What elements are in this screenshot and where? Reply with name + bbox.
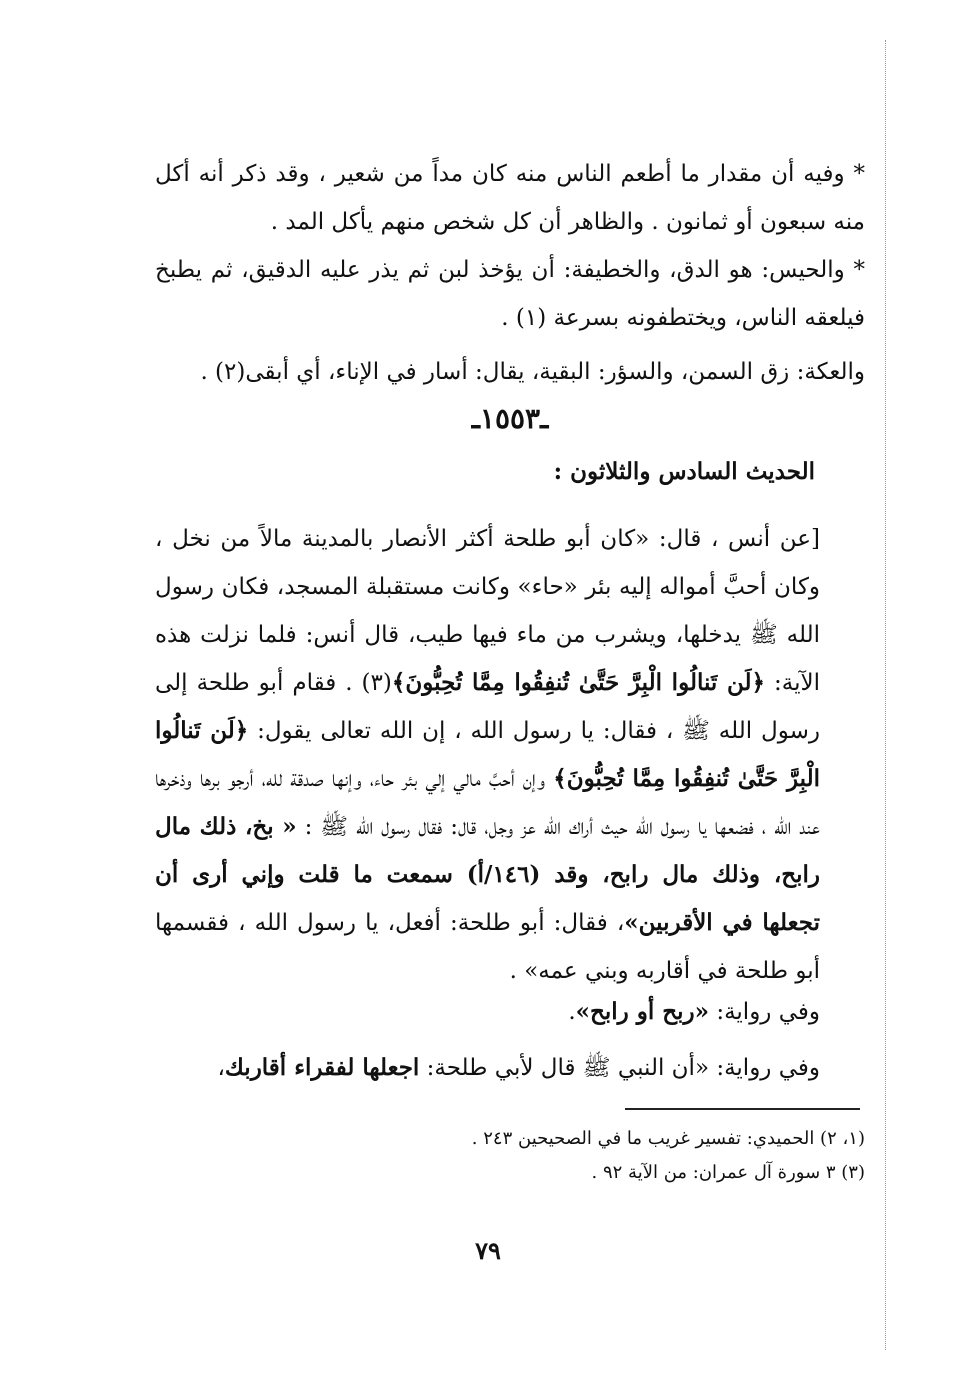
riwaya-1-bold: «ربح أو رابح» xyxy=(575,998,710,1025)
quran-verse: ﴿لَن تَنالُوا الْبِرَّ حَتَّىٰ تُنفِقُوا مِمَّا تُحِبُّونَ﴾ xyxy=(155,717,820,792)
riwaya-1-prefix: وفي رواية: xyxy=(709,999,820,1025)
explanation-paragraph-2: * والحيس: هو الدق، والخطيفة: أن يؤخذ لبن ثم يذر عليه الدقيق، ثم يطبخ فيلعقه الناس، ويختطفونه بسرعة (١) . xyxy=(155,257,865,331)
footnotes xyxy=(155,1122,865,1190)
hadith-text-part: (٣) . فقام أبو طلحة إلى رسول الله ﷺ ، فقال: يا رسول الله ، إن الله تعالى يقول: xyxy=(155,670,820,744)
riwaya-2-prefix: وفي رواية: «أن النبي ﷺ قال لأبي طلحة: xyxy=(419,1055,820,1081)
explanation-paragraph-3: والعكة: زق السمن، والسؤر: البقية، يقال: أسار في الإناء، أي أبقى(٢) . xyxy=(200,359,865,385)
riwaya-2-bold: اجعلها لفقراء أقاربك xyxy=(224,1054,420,1081)
hadith-text-part: ، فقال: أبو طلحة: أفعل، يا رسول الله ، فقسمها أبو طلحة في أقاربه وبني عمه» . xyxy=(155,910,820,984)
explanation-paragraphs xyxy=(155,150,865,396)
prophet-saying: « بخ، ذلك مال رابح، وذلك مال رابح، وقد (١٤٦/أ) سمعت ما قلت وإني أرى أن تجعلها في الأقربين» xyxy=(155,813,820,936)
explanation-paragraph-1: * وفيه أن مقدار ما أطعم الناس منه كان مداً من شعير ، وقد ذكر أنه أكل منه سبعون أو ثمانون . والظاهر أن كل شخص منهم يأكل المد . xyxy=(155,161,865,235)
hadith-number: ـ١٥٥٣ـ xyxy=(471,402,549,435)
riwaya-1-suffix: . xyxy=(568,999,576,1025)
hadith-text xyxy=(155,515,865,995)
page-number: ٧٩ xyxy=(475,1236,501,1265)
riwaya-2 xyxy=(155,1044,865,1092)
page-edge-dotted-line xyxy=(885,40,886,1350)
footnote-2: (٣) ٣ سورة آل عمران: من الآية ٩٢ . xyxy=(591,1162,865,1183)
section-heading: الحديث السادس والثلاثون : xyxy=(553,458,815,485)
hadith-text-part: [عن أنس ، قال: «كان أبو طلحة أكثر الأنصار بالمدينة مالاً من نخل ، وكان أحبَّ أمواله إليه بئر «حاء» وكانت مستقبلة المسجد، فكان رسول الله ﷺ يدخلها، ويشرب من ماء فيها طيب، قال أنس: فلما نزلت هذه الآية: xyxy=(155,526,820,696)
footnote-1: (١، ٢) الحميدي: تفسير غريب ما في الصحيحين ٢٤٣ . xyxy=(471,1128,865,1149)
hadith-paragraph xyxy=(155,515,865,995)
quran-verse: ﴿لَن تَنالُوا الْبِرَّ حَتَّىٰ تُنفِقُوا مِمَّا تُحِبُّونَ﴾ xyxy=(391,669,765,696)
hadith-text-part: وإن أحبَّ مالي إلي بئر حاء، وإنها صدقة لله، أرجو برها وذخرها عند الله ، فضعها يا رسول الله حيث أراك الله عز وجل، قال: فقال رسول الله ﷺ : xyxy=(155,766,820,840)
riwaya-2-suffix: ، xyxy=(217,1055,225,1081)
riwaya-1 xyxy=(155,988,865,1036)
footnote-separator xyxy=(625,1108,860,1110)
